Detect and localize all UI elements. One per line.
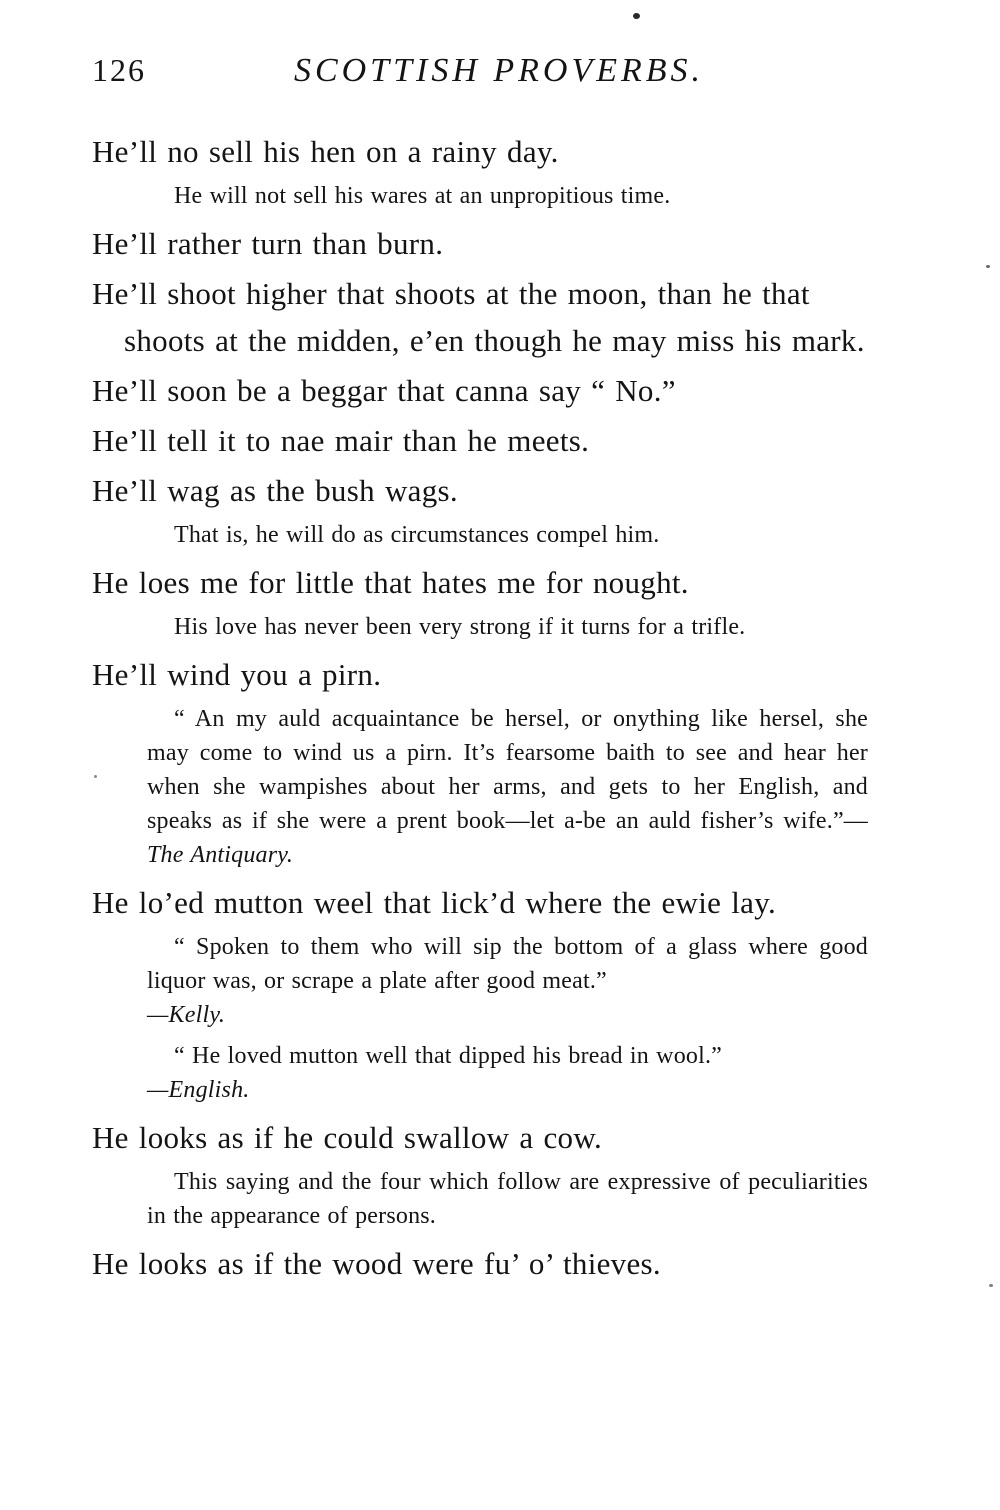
page-header <box>92 52 868 90</box>
note-text: “ He loved mutton well that dipped his bread in wool.” <box>174 1043 723 1069</box>
note-text: “ Spoken to them who will sip the bottom of a glass where good liquor was, or scrape a plate after good meat.” <box>147 934 868 994</box>
proverb-text: He’ll soon be a beggar that canna say “ No.” <box>92 373 676 408</box>
proverb-text: He loes me for little that hates me for nought. <box>92 565 689 600</box>
scan-artifact <box>989 1284 993 1287</box>
proverb-text: He’ll shoot higher that shoots at the moon, than he that shoots at the midden, e’en though he may miss his mark. <box>92 276 865 358</box>
scan-artifact <box>94 775 97 778</box>
proverb-text: He lo’ed mutton weel that lick’d where the ewie lay. <box>92 885 777 920</box>
running-title: SCOTTISH PROVERBS. <box>293 52 705 89</box>
note-with-source <box>147 702 868 872</box>
proverb-text: He looks as if he could swallow a cow. <box>92 1120 603 1155</box>
proverb-text: He’ll no sell his hen on a rainy day. <box>92 134 559 169</box>
note-attribution: —Kelly. <box>147 1002 226 1028</box>
note-attribution: The Antiquary. <box>147 842 294 868</box>
page-number: 126 <box>92 52 146 88</box>
proverb-text: He’ll rather turn than burn. <box>92 226 444 261</box>
proverb-text: He looks as if the wood were fu’ o’ thieves. <box>92 1246 661 1281</box>
note-text: He will not sell his wares at an unpropitious time. <box>174 183 671 209</box>
proverb-text: He’ll tell it to nae mair than he meets. <box>92 423 590 458</box>
scan-artifact <box>986 265 990 268</box>
note-with-source <box>147 930 868 1032</box>
note-text: His love has never been very strong if it turns for a trifle. <box>174 614 746 640</box>
note-text: That is, he will do as circumstances compel him. <box>174 522 660 548</box>
scan-artifact <box>633 13 640 19</box>
note-attribution: —English. <box>147 1077 250 1103</box>
note-text: “ An my auld acquaintance be hersel, or onything like hersel, she may come to wind us a pirn. It’s fearsome baith to see and hear her when she wampishes about her arms, and gets to her English, and speaks as if she were a prent book—let a-be an auld fisher’s wife.”— <box>147 706 868 834</box>
proverb-text: He’ll wag as the bush wags. <box>92 473 458 508</box>
note-with-source <box>147 1039 868 1107</box>
note-text: This saying and the four which follow are expressive of peculiarities in the appearance of persons. <box>147 1169 868 1229</box>
proverb-text: He’ll wind you a pirn. <box>92 657 382 692</box>
